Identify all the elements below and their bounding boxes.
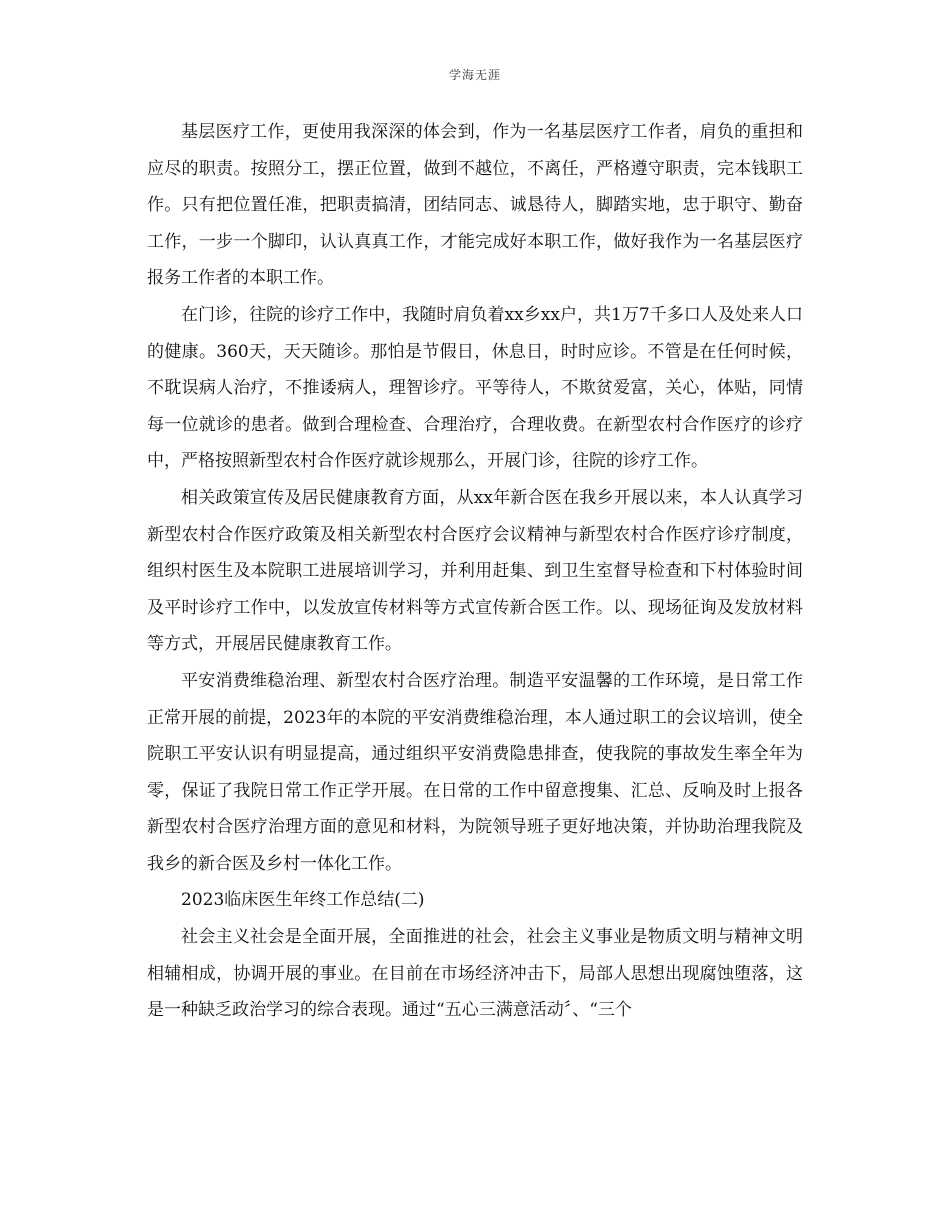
paragraph-outpatient: 在门诊，往院的诊疗工作中，我随时肩负着xx乡xx户，共1万7千多口人及处来人口的健康。360天，天天随诊。那怕是节假日，休息日，时时应诊。不管是在任何时候，不耽误病人治疗，不推诿病人，理智诊疗。平等待人，不欺贫爱富，关心，体贴，同情每一位就诊的患者。做到合理检查、合理治疗，合理收费。在新型农村合作医疗的诊疗中，严格按照新型农村合作医疗就诊规那么，开展门诊，往院的诊疗工作。 [147,304,803,472]
paragraph-safety-management: 平安消费维稳治理、新型农村合医疗治理。制造平安温馨的工作环境，是日常工作正常开展的前提，2023年的本院的平安消费维稳治理，本人通过职工的会议培训，使全院职工平安认识有明显提高，通过组织平安消费隐患排查，使我院的事故发生率全年为零，保证了我院日常工作正学开展。在日常的工作中留意搜集、汇总、反响及时上报各新型农村合医疗治理方面的意见和材料，为院领导班子更好地决策，并协助治理我院及我乡的新合医及乡村一体化工作。 [147,670,803,874]
paragraph-duty: 基层医疗工作，更使用我深深的体会到，作为一名基层医疗工作者，肩负的重担和应尽的职责。按照分工，摆正位置，做到不越位，不离任，严格遵守职责，完本钱职工作。只有把位置任准，把职责搞清，团结同志、诚恳待人，脚踏实地，忠于职守、勤奋工作，一步一个脚印，认认真真工作，才能完成好本职工作，做好我作为一名基层医疗报务工作者的本职工作。 [147,122,803,289]
page-header: 学海无涯 [448,68,501,82]
paragraph-policy-education: 相关政策宣传及居民健康教育方面，从xx年新合医在我乡开展以来，本人认真学习新型农村合作医疗政策及相关新型农村合医疗会议精神与新型农村合作医疗诊疗制度，组织村医生及本院职工进展培训学习，并利用赶集、到卫生室督导检查和下村体验时间及平时诊疗工作中，以发放宣传材料等方式宣传新合医工作。以、现场征询及发放材料等方式，开展居民健康教育工作。 [147,487,803,655]
document-body [147,114,803,1029]
paragraph-socialism: 社会主义社会是全面开展，全面推进的社会，社会主义事业是物质文明与精神文明相辅相成，协调开展的事业。在目前在市场经济冲击下，局部人思想出现腐蚀堕落，这是一种缺乏政治学习的综合表现。通过“五心三满意活动〞、“三个 [147,927,803,1021]
section-subtitle: 2023临床医生年终工作总结(二) [181,890,425,911]
